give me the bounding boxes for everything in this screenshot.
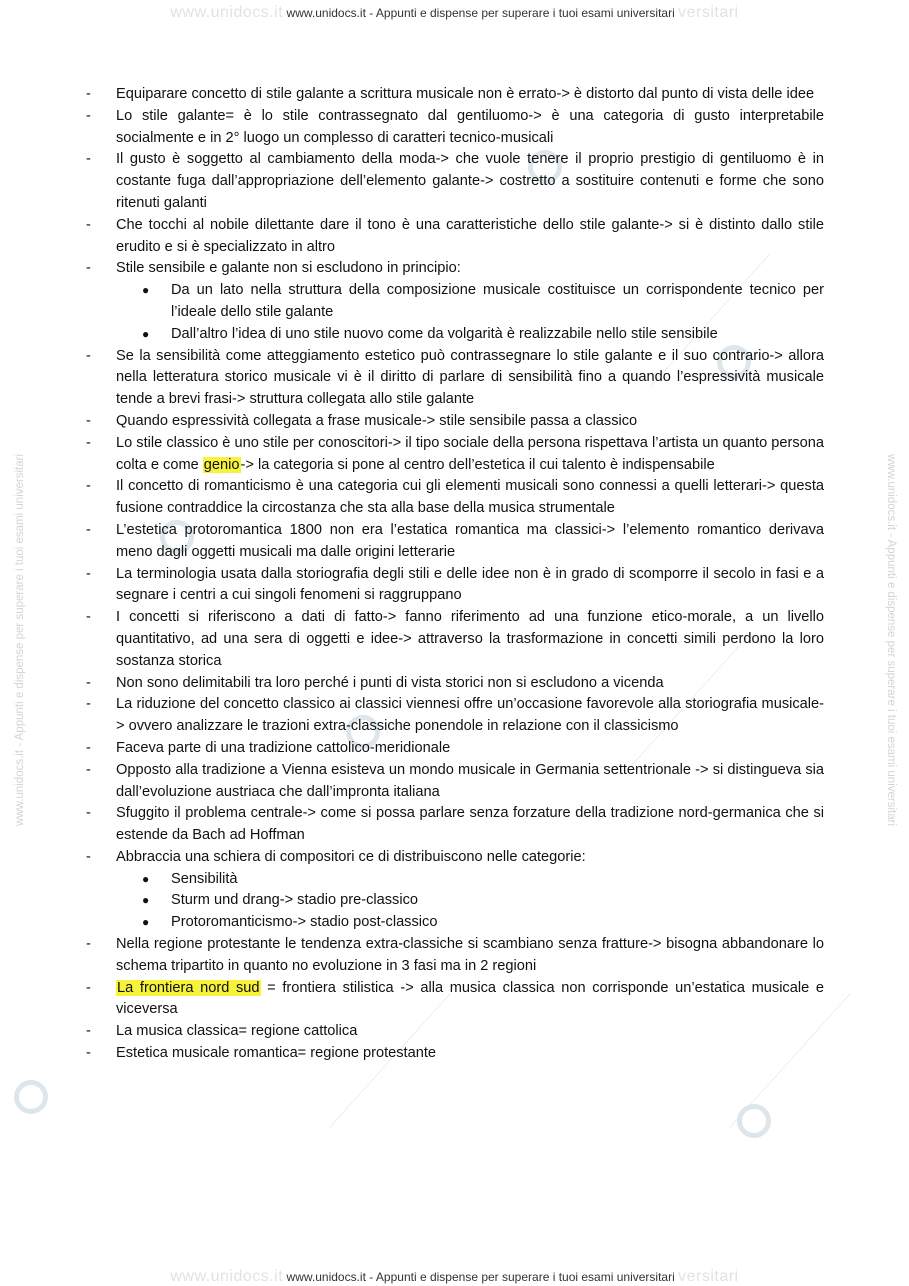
list-item: - Estetica musicale romantica= regione protestante xyxy=(86,1045,437,1062)
list-item-text: L’estetica protoromantica 1800 non era l’estatica romantica ma classici-> l’elemento romantico derivava meno dagli oggetti musicali ma dalle origini letterarie xyxy=(116,521,824,560)
list-item: - Nella regione protestante le tendenza extra-classiche si scambiano senza fratture-> bisogna abbandonare lo schema tripartito in quanto no evoluzione in 3 fasi ma in 2 regioni xyxy=(86,936,824,974)
list-item-text: Opposto alla tradizione a Vienna esisteva un mondo musicale in Germania settentrionale -> si distingueva sia dall’evoluzione austriaca che dall’impronta italiana xyxy=(116,761,824,800)
list-item-text-after: = frontiera stilistica -> alla musica classica non corrisponde un’estatica musicale e viceversa xyxy=(116,979,824,1018)
sub-bullet-item xyxy=(82,280,824,324)
sub-bullet-item xyxy=(82,869,824,891)
list-item-text: La terminologia usata dalla storiografia degli stili e delle idee non è in grado di scomporre il secolo in fasi e a segnare i centri a cui singoli fenomeni si raggruppano xyxy=(116,565,824,604)
list-item: - Se la sensibilità come atteggiamento estetico può contrassegnare lo stile galante e il suo contrario-> allora nella letteratura storico musicale vi è il diritto di parlare di sensibilità fino a quando l’espressività musicale tende a brevi frasi-> struttura collegata allo stile galante xyxy=(86,347,824,408)
unidocs-logo-icon xyxy=(737,1104,771,1138)
list-item: - Sfuggito il problema centrale-> come si possa parlare senza forzature della tradizione nord-germanica che si estende da Bach ad Hoffman xyxy=(86,805,824,844)
right-side-watermark: www.unidocs.it - Appunti e dispense per superare i tuoi esami universitari xyxy=(885,453,897,827)
list-item: - Quando espressività collegata a frase musicale-> stile sensibile passa a classico xyxy=(86,412,638,429)
list-item-text: Se la sensibilità come atteggiamento estetico può contrassegnare lo stile galante e il suo contrario-> allora nella letteratura storico musicale vi è il diritto di parlare di sensibilità fino a quando l’espressività musicale tende a brevi frasi-> struttura collegata allo stile galante xyxy=(116,347,824,408)
bullet-icon: ● xyxy=(142,893,150,908)
list-item-text: Che tocchi al nobile dilettante dare il tono è una caratteristiche dello stile galante-> si è distinto dallo stile erudito e si è specializzato in altro xyxy=(116,216,824,255)
list-item: - I concetti si riferiscono a dati di fatto-> fanno riferimento ad una funzione etico-morale, a un livello quantitativo, ad una sera di oggetti e idee-> attraverso la trasformazione in concetti simili perdono la loro sostanza storica xyxy=(86,609,824,669)
sub-bullet-item xyxy=(82,890,824,912)
list-item-text: La riduzione del concetto classico ai classici viennesi offre un’occasione favorevole alla storiografia musicale-> ovvero analizzare le trazioni extra-classiche ponendole in relazione con il classicismo xyxy=(116,696,824,735)
header-watermark-text[interactable]: www.unidocs.it - Appunti e dispense per superare i tuoi esami universitari xyxy=(286,6,675,20)
list-item: - Lo stile classico è uno stile per conoscitori-> il tipo sociale della persona rispettava l’artista un quanto persona colta e come genio-> la categoria si pone al centro dell’estetica il cui talento è indispensabile xyxy=(86,434,824,473)
list-item-text: La musica classica= regione cattolica xyxy=(116,1023,358,1040)
page-header xyxy=(0,4,909,22)
list-item-text: Lo stile classico è uno stile per conoscitori-> il tipo sociale della persona rispettava l’artista un quanto persona colta e come xyxy=(116,434,824,473)
sub-bullet-item xyxy=(82,324,824,346)
list-item: - Non sono delimitabili tra loro perché i punti di vista storici non si escludono a vicenda xyxy=(86,674,664,691)
list-item-text: Abbraccia una schiera di compositori ce di distribuiscono nelle categorie: xyxy=(116,848,586,865)
list-item: - La riduzione del concetto classico ai classici viennesi offre un’occasione favorevole alla storiografia musicale-> ovvero analizzare le trazioni extra-classiche ponendole in relazione con il classicismo xyxy=(86,696,824,735)
list-item-text: Equiparare concetto di stile galante a scrittura musicale non è errato-> è distorto dal punto di vista delle idee xyxy=(116,86,815,102)
sub-bullet-text: Protoromanticismo-> stadio post-classico xyxy=(171,914,438,931)
highlighted-term: genio xyxy=(203,456,240,473)
list-item-text: Stile sensibile e galante non si escludono in principio: xyxy=(116,260,461,277)
sub-bullet-text: Da un lato nella struttura della composizione musicale costituisce un corrispondente tecnico per l’ideale dello stile galante xyxy=(171,282,824,320)
list-item-text: Il gusto è soggetto al cambiamento della moda-> che vuole tenere il proprio prestigio di gentiluomo è in costante fuga dall’appropriazione dell’elemento galante-> costretto a sostituire contenuti e forme che sono ritenuti galanti xyxy=(116,151,824,211)
bullet-icon: ● xyxy=(142,915,150,930)
sub-bullet-text: Sensibilità xyxy=(171,870,238,887)
list-item-text: Il concetto di romanticismo è una categoria cui gli elementi musicali sono connessi a quelli letterari-> questa fusione contraddice la circostanza che sta alla base della musica strumentale xyxy=(116,478,824,517)
list-item-text: Faceva parte di una tradizione cattolico-meridionale xyxy=(116,739,451,756)
bullet-icon: ● xyxy=(142,871,150,886)
list-item: - La musica classica= regione cattolica xyxy=(86,1023,358,1040)
list-item: - Lo stile galante= è lo stile contrassegnato dal gentiluomo-> è una categoria di gusto interpretabile socialmente e in 2° luogo un complesso di caratteri tecnico-musicali xyxy=(86,107,824,146)
footer-ghost-left: www.unidocs.it xyxy=(170,1268,284,1285)
highlighted-term: La frontiera nord sud xyxy=(117,979,260,996)
bullet-icon: ● xyxy=(142,283,150,298)
list-item: - Stile sensibile e galante non si escludono in principio: xyxy=(86,260,461,277)
list-item-text: I concetti si riferiscono a dati di fatto-> fanno riferimento ad una funzione etico-morale, a un livello quantitativo, ad una sera di oggetti e idee-> attraverso la trasformazione in concetti simili perdono la loro sostanza storica xyxy=(116,609,824,669)
unidocs-logo-icon xyxy=(14,1080,48,1114)
sub-bullet-item xyxy=(82,912,824,934)
notes-body xyxy=(82,84,824,1065)
list-item-text: Sfuggito il problema centrale-> come si possa parlare senza forzature della tradizione nord-germanica che si estende da Bach ad Hoffman xyxy=(116,805,824,844)
footer-ghost-right: versitari xyxy=(678,1268,739,1285)
list-item: - La frontiera nord sud = frontiera stilistica -> alla musica classica non corrisponde un’estatica musicale e viceversa xyxy=(86,979,824,1018)
list-item: - Che tocchi al nobile dilettante dare il tono è una caratteristiche dello stile galante-> si è distinto dallo stile erudito e si è specializzato in altro xyxy=(86,216,824,255)
list-item-text: Non sono delimitabili tra loro perché i punti di vista storici non si escludono a vicenda xyxy=(116,674,664,691)
list-item: - Equiparare concetto di stile galante a scrittura musicale non è errato-> è distorto dal punto di vista delle idee xyxy=(86,86,815,102)
list-item-text: Estetica musicale romantica= regione protestante xyxy=(116,1045,437,1062)
sub-bullet-text: Dall’altro l’idea di uno stile nuovo come da volgarità è realizzabile nello stile sensibile xyxy=(171,325,718,342)
list-item: - Abbraccia una schiera di compositori ce di distribuiscono nelle categorie: xyxy=(86,848,586,865)
bullet-icon: ● xyxy=(142,326,150,341)
list-item-text-after: -> la categoria si pone al centro dell’estetica il cui talento è indispensabile xyxy=(240,456,715,473)
page-footer xyxy=(0,1268,909,1286)
left-side-watermark: www.unidocs.it - Appunti e dispense per superare i tuoi esami universitari xyxy=(14,453,26,827)
list-item: - La terminologia usata dalla storiografia degli stili e delle idee non è in grado di scomporre il secolo in fasi e a segnare i centri a cui singoli fenomeni si raggruppano xyxy=(86,565,824,604)
header-ghost-left: www.unidocs.it xyxy=(170,4,284,21)
list-item: - L’estetica protoromantica 1800 non era l’estatica romantica ma classici-> l’elemento romantico derivava meno dagli oggetti musicali ma dalle origini letterarie xyxy=(86,521,824,560)
list-item-text: Nella regione protestante le tendenza extra-classiche si scambiano senza fratture-> bisogna abbandonare lo schema tripartito in quanto no evoluzione in 3 fasi ma in 2 regioni xyxy=(116,936,824,974)
list-item-text: Quando espressività collegata a frase musicale-> stile sensibile passa a classico xyxy=(116,412,638,429)
list-item-text: Lo stile galante= è lo stile contrassegnato dal gentiluomo-> è una categoria di gusto interpretabile socialmente e in 2° luogo un complesso di caratteri tecnico-musicali xyxy=(116,107,824,146)
header-ghost-right: versitari xyxy=(678,4,739,21)
list-item: - Opposto alla tradizione a Vienna esisteva un mondo musicale in Germania settentrionale -> si distingueva sia dall’evoluzione austriaca che dall’impronta italiana xyxy=(86,761,824,800)
sub-bullet-text: Sturm und drang-> stadio pre-classico xyxy=(171,892,418,909)
list-item: - Faceva parte di una tradizione cattolico-meridionale xyxy=(86,739,451,756)
list-item: - Il concetto di romanticismo è una categoria cui gli elementi musicali sono connessi a quelli letterari-> questa fusione contraddice la circostanza che sta alla base della musica strumentale xyxy=(86,478,824,517)
footer-watermark-text[interactable]: www.unidocs.it - Appunti e dispense per superare i tuoi esami universitari xyxy=(286,1270,675,1284)
list-item: - Il gusto è soggetto al cambiamento della moda-> che vuole tenere il proprio prestigio di gentiluomo è in costante fuga dall’appropriazione dell’elemento galante-> costretto a sostituire contenuti e forme che sono ritenuti galanti xyxy=(86,151,824,211)
